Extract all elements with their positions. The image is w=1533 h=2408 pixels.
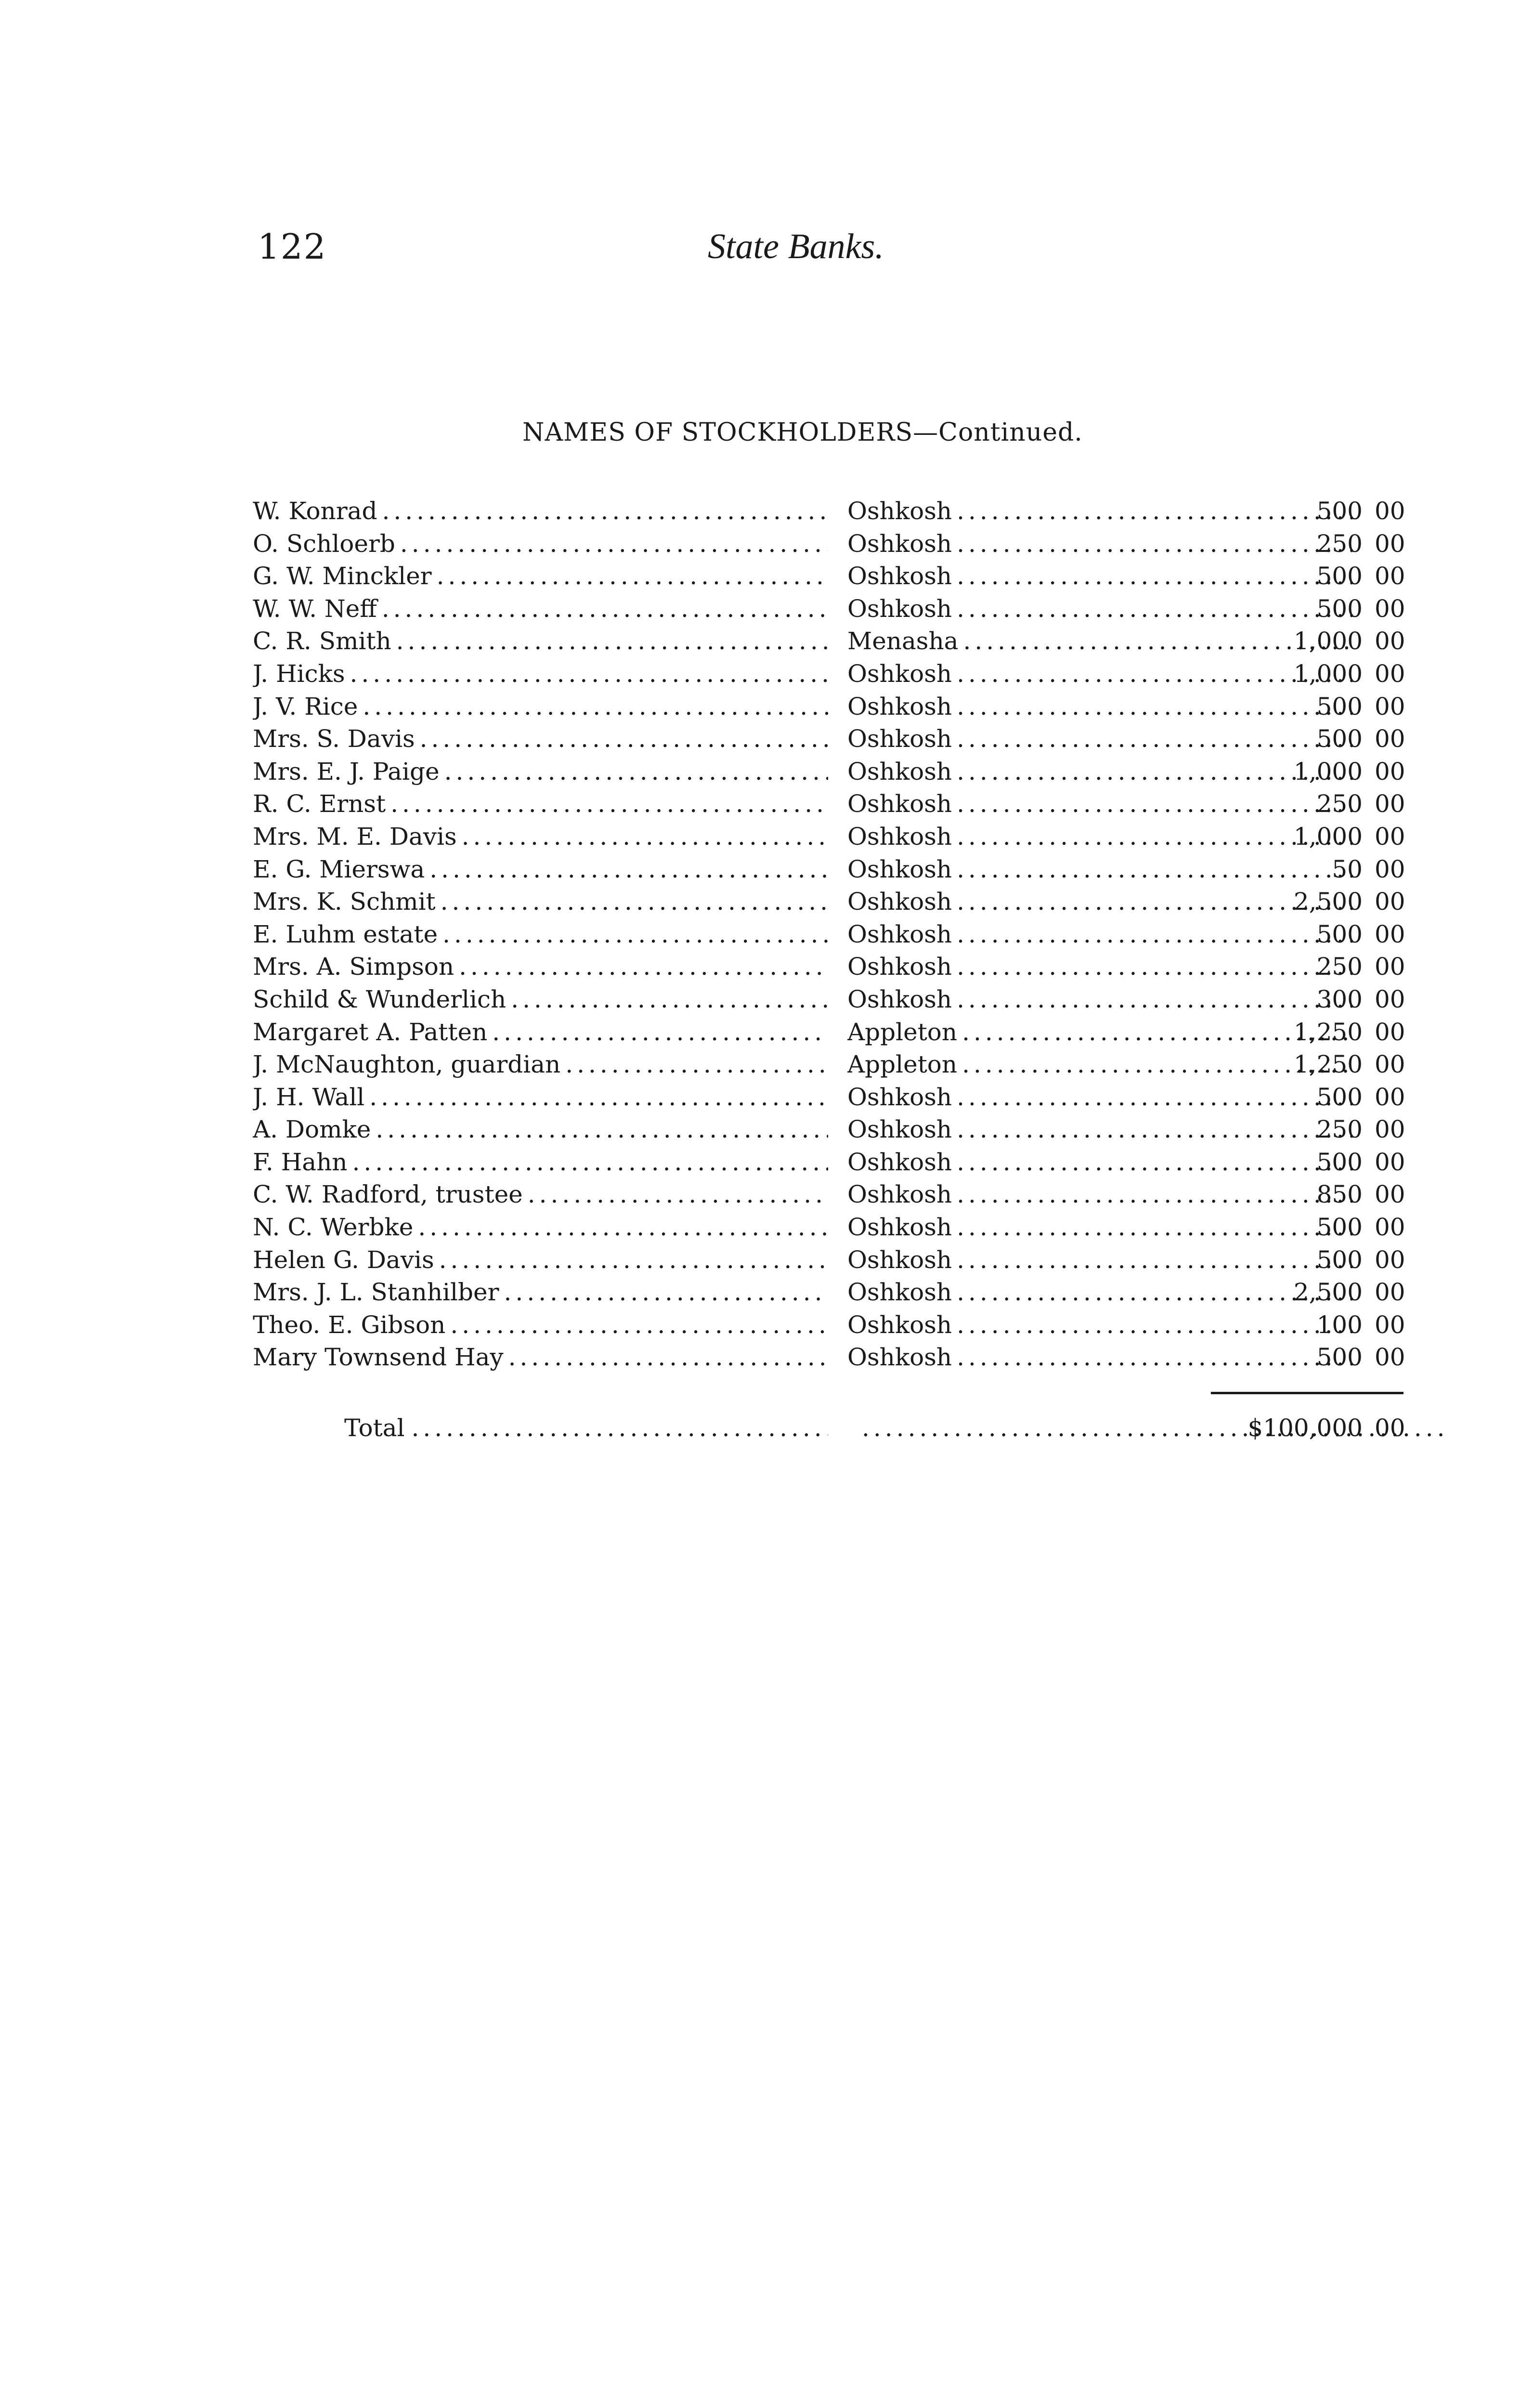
stockholder-amount-cents: 00 xyxy=(1375,725,1405,753)
stockholder-city-cell xyxy=(847,1276,1353,1309)
stockholder-name-cell xyxy=(253,1048,828,1081)
dot-leader xyxy=(957,1341,1353,1374)
stockholder-name-cell xyxy=(253,625,828,658)
stockholder-amount-cents: 00 xyxy=(1375,497,1405,525)
stockholder-city-cell xyxy=(847,528,1353,561)
dot-leader xyxy=(441,886,828,918)
stockholder-city-cell xyxy=(847,1178,1353,1211)
dot-leader xyxy=(957,951,1353,983)
stockholder-amount-cents: 00 xyxy=(1375,953,1405,981)
total-label-cell xyxy=(344,1409,828,1447)
stockholder-name-cell xyxy=(253,691,828,723)
stockholder-name: F. Hahn xyxy=(253,1148,348,1176)
stockholder-city: Oshkosh xyxy=(847,659,952,688)
stockholder-amount-dollars: 300 xyxy=(1316,985,1363,1013)
stockholder-name: Margaret A. Patten xyxy=(253,1018,488,1046)
dot-leader xyxy=(352,1146,828,1179)
stockholder-name: R. C. Ernst xyxy=(253,790,386,818)
dot-leader xyxy=(957,1244,1353,1277)
stockholder-name-cell xyxy=(253,853,828,886)
stockholder-amount-dollars: 50 xyxy=(1332,855,1363,883)
stockholder-city-cell xyxy=(847,691,1353,723)
stockholder-amount-cents: 00 xyxy=(1375,1018,1405,1046)
stockholder-city-cell xyxy=(847,918,1353,951)
stockholder-name-cell xyxy=(253,1211,828,1244)
stockholder-amount-dollars: 500 xyxy=(1316,1245,1363,1274)
stockholder-name: E. Luhm estate xyxy=(253,920,438,948)
stockholder-amount-dollars: 500 xyxy=(1316,497,1363,525)
dot-leader xyxy=(369,1081,828,1114)
stockholder-name: Mrs. K. Schmit xyxy=(253,888,436,916)
stockholder-amount-cents: 00 xyxy=(1375,1343,1405,1372)
stockholder-amount-dollars: 2,500 xyxy=(1293,1278,1363,1307)
stockholder-amount-cents: 00 xyxy=(1375,627,1405,655)
stockholder-name-cell xyxy=(253,1244,828,1277)
stockholder-name: E. G. Mierswa xyxy=(253,855,425,883)
stockholder-name: Mrs. M. E. Davis xyxy=(253,822,457,851)
stockholder-city: Menasha xyxy=(847,627,959,655)
stockholder-amount-dollars: 1,000 xyxy=(1293,822,1363,851)
dot-leader xyxy=(382,495,828,528)
total-cents: 00 xyxy=(1375,1414,1405,1442)
table-row xyxy=(253,1211,1408,1244)
section-heading: NAMES OF STOCKHOLDERS—Continued. xyxy=(522,418,1083,447)
table-row xyxy=(253,1276,1408,1309)
stockholder-amount-dollars: 1,000 xyxy=(1293,627,1363,655)
stockholder-amount-dollars: 500 xyxy=(1316,920,1363,948)
stockholder-city-cell xyxy=(847,1048,1353,1081)
stockholder-amount-cents: 00 xyxy=(1375,1148,1405,1176)
stockholder-amount-cents: 00 xyxy=(1375,562,1405,590)
stockholder-amount-dollars: 250 xyxy=(1316,953,1363,981)
dot-leader xyxy=(565,1048,828,1081)
dot-leader xyxy=(350,658,828,691)
stockholder-name-cell xyxy=(253,723,828,756)
stockholder-amount-cents: 00 xyxy=(1375,822,1405,851)
dot-leader xyxy=(528,1178,828,1211)
stockholder-city: Oshkosh xyxy=(847,1213,952,1242)
table-row xyxy=(253,658,1408,691)
stockholder-city-cell xyxy=(847,625,1353,658)
stockholder-city-cell xyxy=(847,1081,1353,1114)
dot-leader xyxy=(957,1113,1353,1146)
table-row xyxy=(253,853,1408,886)
dot-leader xyxy=(957,1146,1353,1179)
table-row xyxy=(253,788,1408,821)
stockholder-city-cell xyxy=(847,560,1353,593)
table-row xyxy=(253,625,1408,658)
stockholder-name: Helen G. Davis xyxy=(253,1245,434,1274)
table-row xyxy=(253,1113,1408,1146)
running-title: State Banks. xyxy=(708,227,884,266)
stockholder-city-cell xyxy=(847,593,1353,626)
stockholder-city: Oshkosh xyxy=(847,1245,952,1274)
stockholder-amount-dollars: 250 xyxy=(1316,1115,1363,1144)
dot-leader xyxy=(957,983,1353,1016)
stockholder-amount-dollars: 100 xyxy=(1316,1310,1363,1339)
stockholder-city: Oshkosh xyxy=(847,1115,952,1144)
stockholder-name: W. Konrad xyxy=(253,497,377,525)
dot-leader xyxy=(459,951,828,983)
stockholder-amount-cents: 00 xyxy=(1375,659,1405,688)
stockholder-name-cell xyxy=(253,593,828,626)
dot-leader xyxy=(957,918,1353,951)
stockholder-city: Oshkosh xyxy=(847,1180,952,1209)
dot-leader xyxy=(418,1211,828,1244)
dot-leader xyxy=(382,593,828,626)
stockholder-city-cell xyxy=(847,983,1353,1016)
stockholder-city: Oshkosh xyxy=(847,562,952,590)
stockholder-city: Oshkosh xyxy=(847,790,952,818)
stockholder-city: Oshkosh xyxy=(847,1083,952,1111)
dot-leader xyxy=(462,821,828,853)
stockholder-amount-dollars: 1,250 xyxy=(1293,1050,1363,1079)
table-row xyxy=(253,983,1408,1016)
stockholder-city-cell xyxy=(847,1341,1353,1374)
table-row xyxy=(253,821,1408,853)
table-row xyxy=(253,1048,1408,1081)
stockholder-city: Oshkosh xyxy=(847,757,952,785)
stockholder-name-cell xyxy=(253,886,828,918)
stockholder-city-cell xyxy=(847,658,1353,691)
stockholder-amount-dollars: 500 xyxy=(1316,725,1363,753)
stockholder-amount-dollars: 500 xyxy=(1316,1083,1363,1111)
stockholder-name-cell xyxy=(253,1178,828,1211)
stockholder-city: Appleton xyxy=(847,1050,958,1079)
dot-leader xyxy=(444,756,828,788)
dot-leader xyxy=(957,853,1353,886)
dot-leader xyxy=(363,691,828,723)
stockholder-city: Oshkosh xyxy=(847,985,952,1013)
stockholder-amount-dollars: 500 xyxy=(1316,1343,1363,1372)
dot-leader xyxy=(957,495,1353,528)
stockholder-name: O. Schloerb xyxy=(253,529,395,558)
stockholder-amount-cents: 00 xyxy=(1375,1310,1405,1339)
dot-leader xyxy=(411,1409,828,1447)
stockholder-name-cell xyxy=(253,1341,828,1374)
stockholder-name: Schild & Wunderlich xyxy=(253,985,507,1013)
dot-leader xyxy=(957,723,1353,756)
table-row xyxy=(253,723,1408,756)
stockholder-name-cell xyxy=(253,983,828,1016)
stockholder-amount-dollars: 250 xyxy=(1316,790,1363,818)
stockholder-name-cell xyxy=(253,756,828,788)
stockholder-amount-dollars: 1,000 xyxy=(1293,659,1363,688)
stockholder-name-cell xyxy=(253,495,828,528)
table-row xyxy=(253,528,1408,561)
stockholders-table xyxy=(253,495,1408,1374)
stockholder-amount-dollars: 250 xyxy=(1316,529,1363,558)
table-row xyxy=(253,918,1408,951)
dot-leader xyxy=(429,853,828,886)
stockholder-name: Mrs. J. L. Stanhilber xyxy=(253,1278,499,1307)
table-row xyxy=(253,1146,1408,1179)
stockholder-city-cell xyxy=(847,821,1353,853)
table-row xyxy=(253,1178,1408,1211)
stockholder-amount-cents: 00 xyxy=(1375,888,1405,916)
table-row xyxy=(253,1244,1408,1277)
stockholder-amount-dollars: 500 xyxy=(1316,1213,1363,1242)
stockholder-city: Oshkosh xyxy=(847,920,952,948)
dot-leader xyxy=(957,593,1353,626)
stockholder-city-cell xyxy=(847,1309,1353,1342)
stockholder-city: Oshkosh xyxy=(847,1148,952,1176)
total-dollars: $100,000 xyxy=(1247,1414,1363,1442)
stockholder-amount-cents: 00 xyxy=(1375,594,1405,623)
stockholder-amount-dollars: 1,000 xyxy=(1293,757,1363,785)
stockholder-city: Oshkosh xyxy=(847,1278,952,1307)
stockholder-name-cell xyxy=(253,1276,828,1309)
dot-leader xyxy=(511,983,828,1016)
dot-leader xyxy=(396,625,828,658)
total-label: Total xyxy=(344,1414,405,1442)
stockholder-city: Appleton xyxy=(847,1018,958,1046)
stockholder-name: C. R. Smith xyxy=(253,627,391,655)
table-row xyxy=(253,1341,1408,1374)
stockholder-city-cell xyxy=(847,788,1353,821)
dot-leader xyxy=(957,1081,1353,1114)
stockholder-city: Oshkosh xyxy=(847,1310,952,1339)
stockholder-name-cell xyxy=(253,560,828,593)
dot-leader xyxy=(376,1113,828,1146)
stockholder-city-cell xyxy=(847,886,1353,918)
stockholder-name: J. H. Wall xyxy=(253,1083,365,1111)
stockholder-amount-cents: 00 xyxy=(1375,1050,1405,1079)
table-row xyxy=(253,756,1408,788)
stockholder-name: Theo. E. Gibson xyxy=(253,1310,446,1339)
stockholder-city-cell xyxy=(847,1244,1353,1277)
table-row xyxy=(253,593,1408,626)
stockholder-city-cell xyxy=(847,1211,1353,1244)
stockholder-amount-dollars: 500 xyxy=(1316,594,1363,623)
stockholder-name-cell xyxy=(253,951,828,983)
dot-leader xyxy=(957,1178,1353,1211)
table-row xyxy=(253,951,1408,983)
stockholder-amount-cents: 00 xyxy=(1375,1115,1405,1144)
stockholder-name-cell xyxy=(253,658,828,691)
stockholder-amount-dollars: 500 xyxy=(1316,562,1363,590)
page-number: 122 xyxy=(258,226,327,267)
stockholder-name: W. W. Neff xyxy=(253,594,377,623)
dot-leader xyxy=(420,723,828,756)
stockholder-name-cell xyxy=(253,788,828,821)
stockholder-name: Mary Townsend Hay xyxy=(253,1343,504,1372)
dot-leader xyxy=(508,1341,828,1374)
stockholder-name: G. W. Minckler xyxy=(253,562,432,590)
total-row xyxy=(253,1409,1408,1447)
stockholder-city: Oshkosh xyxy=(847,855,952,883)
stockholder-amount-cents: 00 xyxy=(1375,692,1405,720)
stockholder-city-cell xyxy=(847,853,1353,886)
dot-leader xyxy=(450,1309,828,1342)
stockholder-name: Mrs. A. Simpson xyxy=(253,953,455,981)
table-row xyxy=(253,1081,1408,1114)
stockholder-amount-cents: 00 xyxy=(1375,1180,1405,1209)
stockholder-name: J. Hicks xyxy=(253,659,345,688)
stockholder-city-cell xyxy=(847,1113,1353,1146)
table-row xyxy=(253,691,1408,723)
stockholder-amount-cents: 00 xyxy=(1375,1213,1405,1242)
stockholder-amount-dollars: 2,500 xyxy=(1293,888,1363,916)
stockholder-name: A. Domke xyxy=(253,1115,371,1144)
stockholder-city: Oshkosh xyxy=(847,1343,952,1372)
dot-leader xyxy=(442,918,828,951)
stockholder-city-cell xyxy=(847,1146,1353,1179)
stockholder-amount-dollars: 1,250 xyxy=(1293,1018,1363,1046)
stockholder-name: Mrs. E. J. Paige xyxy=(253,757,440,785)
stockholder-name-cell xyxy=(253,528,828,561)
table-row xyxy=(253,495,1408,528)
stockholder-amount-dollars: 850 xyxy=(1316,1180,1363,1209)
stockholder-amount-cents: 00 xyxy=(1375,855,1405,883)
stockholder-amount-cents: 00 xyxy=(1375,757,1405,785)
stockholder-city-cell xyxy=(847,756,1353,788)
stockholder-city-cell xyxy=(847,495,1353,528)
dot-leader xyxy=(439,1244,828,1277)
table-row xyxy=(253,1309,1408,1342)
stockholder-city: Oshkosh xyxy=(847,953,952,981)
stockholder-city: Oshkosh xyxy=(847,888,952,916)
stockholder-amount-cents: 00 xyxy=(1375,1245,1405,1274)
dot-leader xyxy=(437,560,828,593)
stockholder-name: J. V. Rice xyxy=(253,692,358,720)
stockholder-amount-cents: 00 xyxy=(1375,790,1405,818)
stockholder-name-cell xyxy=(253,1081,828,1114)
stockholder-name: Mrs. S. Davis xyxy=(253,725,415,753)
stockholder-city: Oshkosh xyxy=(847,822,952,851)
dot-leader xyxy=(492,1016,828,1049)
stockholder-city-cell xyxy=(847,951,1353,983)
stockholder-amount-dollars: 500 xyxy=(1316,1148,1363,1176)
dot-leader xyxy=(957,560,1353,593)
dot-leader xyxy=(957,1211,1353,1244)
table-row xyxy=(253,1016,1408,1049)
stockholder-name: J. McNaughton, guardian xyxy=(253,1050,561,1079)
dot-leader xyxy=(400,528,828,561)
stockholder-amount-dollars: 500 xyxy=(1316,692,1363,720)
stockholder-amount-cents: 00 xyxy=(1375,985,1405,1013)
total-rule xyxy=(1211,1392,1403,1394)
table-row xyxy=(253,886,1408,918)
stockholder-name-cell xyxy=(253,1113,828,1146)
stockholder-name-cell xyxy=(253,821,828,853)
dot-leader xyxy=(957,528,1353,561)
dot-leader xyxy=(504,1276,828,1309)
dot-leader xyxy=(957,691,1353,723)
stockholder-city-cell xyxy=(847,723,1353,756)
stockholder-name-cell xyxy=(253,1309,828,1342)
stockholder-name: N. C. Werbke xyxy=(253,1213,414,1242)
stockholder-amount-cents: 00 xyxy=(1375,920,1405,948)
table-row xyxy=(253,560,1408,593)
stockholder-city: Oshkosh xyxy=(847,497,952,525)
stockholder-city: Oshkosh xyxy=(847,594,952,623)
dot-leader xyxy=(957,788,1353,821)
stockholder-name-cell xyxy=(253,918,828,951)
stockholder-city: Oshkosh xyxy=(847,529,952,558)
stockholder-city: Oshkosh xyxy=(847,725,952,753)
dot-leader xyxy=(390,788,828,821)
stockholder-amount-cents: 00 xyxy=(1375,1278,1405,1307)
dot-leader xyxy=(957,1309,1353,1342)
stockholder-name-cell xyxy=(253,1146,828,1179)
stockholder-name-cell xyxy=(253,1016,828,1049)
stockholder-city: Oshkosh xyxy=(847,692,952,720)
stockholder-amount-cents: 00 xyxy=(1375,1083,1405,1111)
stockholder-city-cell xyxy=(847,1016,1353,1049)
stockholder-amount-cents: 00 xyxy=(1375,529,1405,558)
stockholder-name: C. W. Radford, trustee xyxy=(253,1180,523,1209)
